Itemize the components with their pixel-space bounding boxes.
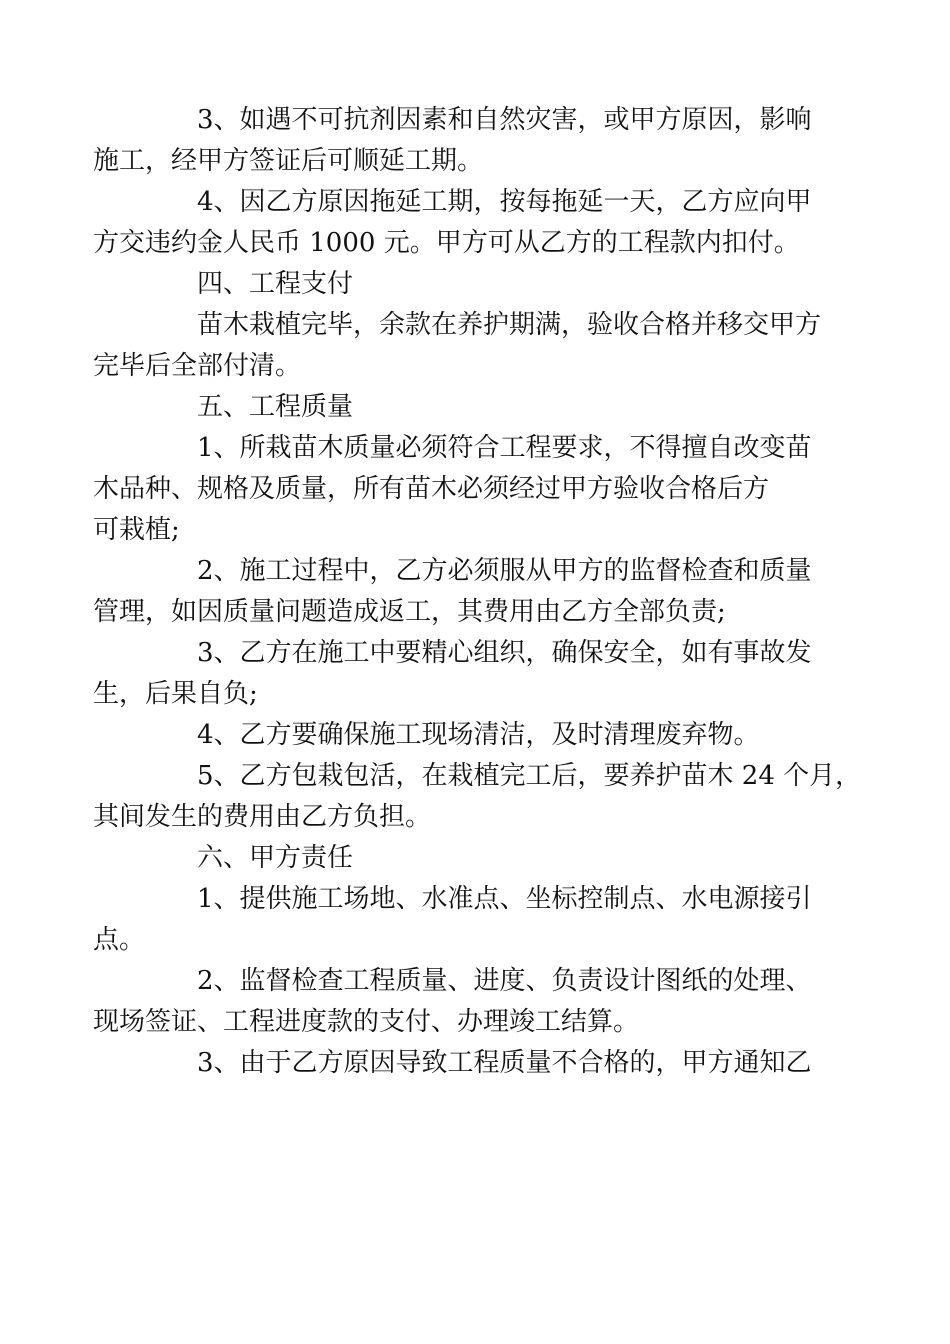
paragraph-quality-5 (93, 756, 862, 838)
paragraph-party-a-3 (145, 1043, 810, 1084)
text-line: 3、如遇不可抗剂因素和自然灾害，或甲方原因，影响 (197, 105, 812, 135)
text-line: 1、提供施工场地、水准点、坐标控制点、水电源接引 (197, 884, 812, 914)
text-line: 3、乙方在施工中要精心组织，确保安全，如有事故发 (197, 638, 812, 668)
paragraph-party-a-2 (93, 961, 812, 1043)
heading-text: 六、甲方责任 (197, 843, 354, 873)
text-line: 2、监督检查工程质量、进度、负责设计图纸的处理、 (197, 966, 812, 996)
paragraph-quality-2 (93, 551, 812, 633)
text-line: 3、由于乙方原因导致工程质量不合格的，甲方通知乙 (197, 1048, 812, 1078)
text-line: 4、因乙方原因拖延工期，按每拖延一天，乙方应向甲 (197, 187, 812, 217)
paragraph-quality-1 (93, 428, 812, 551)
text-line: 点。 (93, 925, 146, 955)
paragraph-delay-penalty (93, 182, 812, 264)
text-line: 可栽植; (93, 515, 180, 545)
text-line: 管理，如因质量问题造成返工，其费用由乙方全部负责; (93, 597, 726, 627)
text-line: 方交违约金人民币 1000 元。甲方可从乙方的工程款内扣付。 (93, 228, 800, 258)
section-heading-party-a-duties (145, 838, 810, 879)
text-line: 2、施工过程中，乙方必须服从甲方的监督检查和质量 (197, 556, 812, 586)
section-heading-quality (145, 387, 810, 428)
paragraph-payment-terms (93, 305, 822, 387)
document-body (93, 100, 862, 1084)
text-line: 4、乙方要确保施工现场清洁，及时清理废弃物。 (197, 720, 760, 750)
text-line: 其间发生的费用由乙方负担。 (93, 802, 432, 832)
paragraph-quality-4 (145, 715, 810, 756)
text-line: 施工，经甲方签证后可顺延工期。 (93, 146, 484, 176)
text-line: 完毕后全部付清。 (93, 351, 302, 381)
heading-text: 五、工程质量 (197, 392, 354, 422)
text-line: 5、乙方包栽包活，在栽植完工后，要养护苗木 24 个月， (197, 761, 862, 791)
text-line: 1、所栽苗木质量必须符合工程要求，不得擅自改变苗 (197, 433, 812, 463)
text-line: 苗木栽植完毕，余款在养护期满，验收合格并移交甲方 (197, 310, 822, 340)
text-line: 现场签证、工程进度款的支付、办理竣工结算。 (93, 1007, 640, 1037)
text-line: 木品种、规格及质量，所有苗木必须经过甲方验收合格后方 (93, 474, 770, 504)
section-heading-payment (145, 264, 810, 305)
paragraph-quality-3 (93, 633, 812, 715)
text-line: 生，后果自负; (93, 679, 258, 709)
paragraph-party-a-1 (93, 879, 812, 961)
heading-text: 四、工程支付 (197, 269, 354, 299)
paragraph-delay-force-majeure (93, 100, 812, 182)
